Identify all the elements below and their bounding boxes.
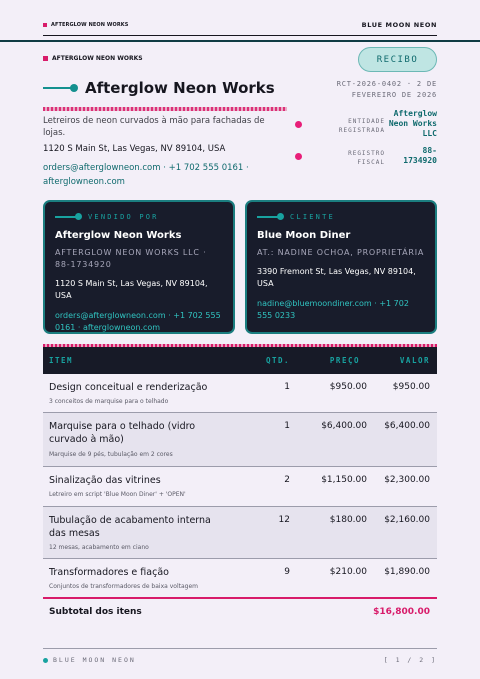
row-note: 12 mesas, acabamento em ciano <box>49 544 149 551</box>
top-right-label: BLUE MOON NEON <box>361 21 437 29</box>
row-total: $2,300.00 <box>384 475 430 485</box>
row-qty: 1 <box>284 421 290 431</box>
row-price: $950.00 <box>329 382 367 392</box>
col-value: VALOR <box>399 356 430 365</box>
seller-contact: orders@afterglowneon.com · +1 702 555 0161 · afterglowneon.com <box>55 311 221 332</box>
receipt-reference: RCT-2026-0402 · 2 DE FEVEREIRO DE 2026 <box>336 80 437 99</box>
row-description: Tubulação de acabamento interna das mesas <box>49 515 211 539</box>
client-address: 3390 Fremont St, Las Vegas, NV 89104, USA <box>257 267 416 288</box>
seller-card <box>43 200 235 334</box>
document-type-badge: RECIBO <box>358 47 437 72</box>
row-price: $6,400.00 <box>321 421 367 431</box>
zigzag-divider <box>43 107 287 111</box>
subtotal-value: $16,800.00 <box>373 606 430 617</box>
row-total: $950.00 <box>392 382 430 392</box>
client-card-header <box>257 211 425 223</box>
company-name: Afterglow Neon Works <box>85 79 275 97</box>
col-item: ITEM <box>49 356 74 365</box>
brand-row <box>43 55 143 62</box>
neon-line-icon <box>55 216 79 218</box>
col-price: PREÇO <box>329 356 360 365</box>
row-description: Sinalização das vitrines <box>49 475 161 486</box>
brand-label: AFTERGLOW NEON WORKS <box>52 55 143 62</box>
tax-label: REGISTRO FISCAL <box>348 150 385 166</box>
tax-value: 88-1734920 <box>403 146 437 165</box>
top-brand-label: AFTERGLOW NEON WORKS <box>51 22 129 28</box>
company-contact: orders@afterglowneon.com · +1 702 555 0161 · afterglowneon.com <box>43 163 249 187</box>
brand-square-icon <box>43 56 48 61</box>
row-qty: 2 <box>284 475 290 485</box>
entity-value: Afterglow Neon Works LLC <box>388 109 437 138</box>
client-label: CLIENTE <box>290 213 335 221</box>
pink-dot-icon <box>295 121 302 128</box>
brand-square-icon <box>43 23 47 27</box>
header-divider <box>43 35 437 36</box>
teal-dot-icon <box>43 658 48 663</box>
row-description: Design conceitual e renderização <box>49 382 208 393</box>
client-card <box>245 200 437 334</box>
table-row <box>43 559 437 597</box>
client-contact: nadine@bluemoondiner.com · +1 702 555 0233 <box>257 299 409 320</box>
subtotal-label: Subtotal dos itens <box>49 606 142 617</box>
footer-rule <box>43 648 437 649</box>
row-note: Conjuntos de transformadores de baixa voltagem <box>49 583 198 590</box>
row-note: Letreiro em script 'Blue Moon Diner' + 'OPEN' <box>49 491 186 498</box>
page-indicator: [ 1 / 2 ] <box>383 656 437 664</box>
table-header <box>43 347 437 374</box>
seller-card-header <box>55 211 223 223</box>
row-qty: 1 <box>284 382 290 392</box>
footer-brand-label: BLUE MOON NEON <box>53 656 136 664</box>
header-rule <box>0 40 480 42</box>
seller-label: VENDIDO POR <box>88 213 159 221</box>
row-description: Marquise para o telhado (vidro curvado à mão) <box>49 421 196 445</box>
row-note: 3 conceitos de marquise para o telhado <box>49 398 169 405</box>
company-address: 1120 S Main St, Las Vegas, NV 89104, USA <box>43 144 226 154</box>
table-row <box>43 507 437 559</box>
row-price: $1,150.00 <box>321 475 367 485</box>
table-row <box>43 467 437 507</box>
footer-brand <box>43 656 136 664</box>
top-brand <box>43 22 128 28</box>
table-row <box>43 413 437 467</box>
client-attention: AT.: NADINE OCHOA, PROPRIETÁRIA <box>257 248 425 257</box>
table-row <box>43 374 437 413</box>
pink-dot-icon <box>295 153 302 160</box>
entity-label: ENTIDADE REGISTRADA <box>338 118 385 134</box>
row-total: $2,160.00 <box>384 515 430 525</box>
tagline: Letreiros de neon curvados à mão para fachadas de lojas. <box>43 116 265 138</box>
client-name: Blue Moon Diner <box>257 230 351 241</box>
top-bar <box>43 14 437 36</box>
row-qty: 9 <box>284 567 290 577</box>
col-qty: QTD. <box>265 356 290 365</box>
row-total: $1,890.00 <box>384 567 430 577</box>
company-title <box>43 79 275 97</box>
footer <box>43 654 437 666</box>
neon-line-icon <box>43 87 75 89</box>
seller-address: 1120 S Main St, Las Vegas, NV 89104, USA <box>55 279 208 300</box>
row-qty: 12 <box>278 515 290 525</box>
row-total: $6,400.00 <box>384 421 430 431</box>
subtotal-row <box>43 597 437 624</box>
seller-name: Afterglow Neon Works <box>55 230 182 241</box>
row-note: Marquise de 9 pés, tubulação em 2 cores <box>49 451 173 458</box>
neon-line-icon <box>257 216 281 218</box>
row-description: Transformadores e fiação <box>49 567 169 578</box>
row-price: $180.00 <box>329 515 367 525</box>
row-price: $210.00 <box>329 567 367 577</box>
seller-legal-name: AFTERGLOW NEON WORKS LLC · 88-1734920 <box>55 248 207 269</box>
